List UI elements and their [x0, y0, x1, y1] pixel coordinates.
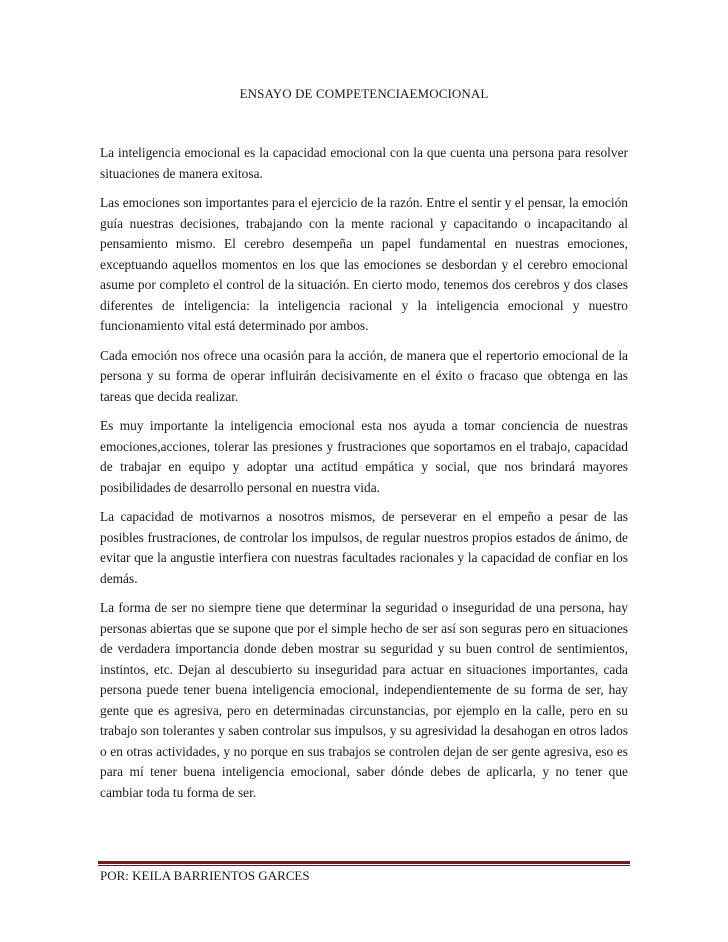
- footer-author: POR: KEILA BARRIENTOS GARCES: [100, 868, 310, 883]
- document-title: ENSAYO DE COMPETENCIAEMOCIONAL: [239, 86, 489, 101]
- paragraph: Es muy importante la inteligencia emocional esta nos ayuda a tomar conciencia de nuestras emociones,acciones, tolerar las presiones y frustraciones que soportamos en el trabajo, capacidad de trabajar en equipo y adoptar una actitud empática y social, que nos brindará mayores posibilidades de desarrollo personal en nuestra vida.: [100, 418, 628, 495]
- footer-divider: [98, 861, 630, 866]
- paragraph: La forma de ser no siempre tiene que determinar la seguridad o inseguridad de una persona, hay personas abiertas que se supone que por el simple hecho de ser así son seguras pero en situaciones de verdadera importancia donde deben mostrar su seguridad y su buen control de sentimientos, instintos, etc. Dejan al descubierto su inseguridad para actuar en situaciones importantes, cada persona puede tener buena inteligencia emocional, independientemente de su forma de ser, hay gente que es agresiva, pero en determinadas circunstancias, por ejemplo en la calle, pero en su trabajo son tolerantes y saben controlar sus impulsos, y su agresividad la desahogan en otros lados o en otras actividades, y no porque en sus trabajos se controlen dejan de ser gente agresiva, eso es para mí tener buena inteligencia emocional, saber dónde debes de aplicarla, y no tener que cambiar toda tu forma de ser.: [100, 600, 628, 800]
- paragraph: Las emociones son importantes para el ejercicio de la razón. Entre el sentir y el pensar, la emoción guía nuestras decisiones, trabajando con la mente racional y capacitando o incapacitando al pensamiento mismo. El cerebro desempeña un papel fundamental en nuestras emociones, exceptuando aquellos momentos en los que las emociones se desbordan y el cerebro emocional asume por completo el control de la situación. En cierto modo, tenemos dos cerebros y dos clases diferentes de inteligencia: la inteligencia racional y la inteligencia emocional y nuestro funcionamiento vital está determinado por ambos.: [100, 195, 628, 333]
- paragraph: Cada emoción nos ofrece una ocasión para la acción, de manera que el repertorio emocional de la persona y su forma de operar influirán decisivamente en el éxito o fracaso que obtenga en las tareas que decida realizar.: [100, 347, 628, 404]
- paragraph: La inteligencia emocional es la capacidad emocional con la que cuenta una persona para resolver situaciones de manera exitosa.: [100, 145, 628, 181]
- paragraph: La capacidad de motivarnos a nosotros mismos, de perseverar en el empeño a pesar de las posibles frustraciones, de controlar los impulsos, de regular nuestros propios estados de ánimo, de evitar que la angustie interfiera con nuestras facultades racionales y la capacidad de confiar en los demás.: [100, 509, 628, 586]
- document-body: [100, 143, 628, 812]
